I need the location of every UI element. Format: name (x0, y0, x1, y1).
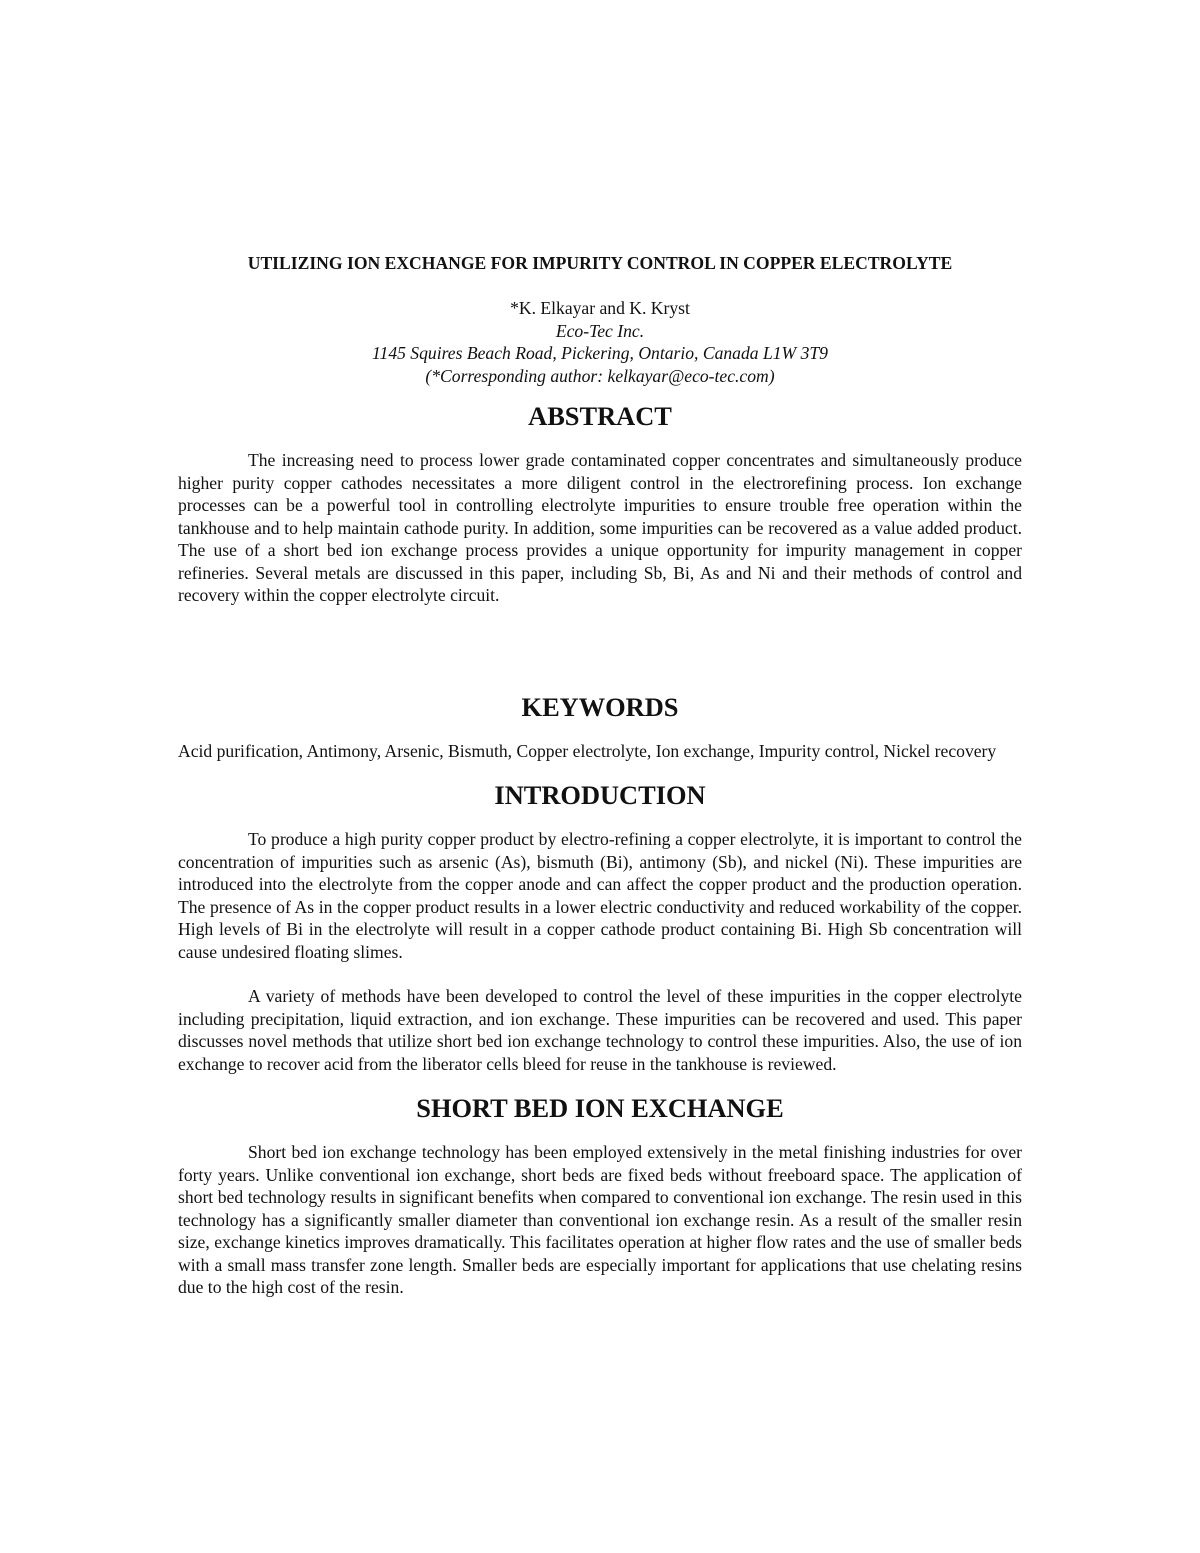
author-affiliation: Eco-Tec Inc. (555, 320, 645, 341)
author-address: 1145 Squires Beach Road, Pickering, Ontario, Canada L1W 3T9 (372, 343, 828, 363)
author-names: *K. Elkayar and K. Kryst (510, 298, 690, 318)
keywords-heading: KEYWORDS (521, 691, 679, 722)
author-block (178, 297, 1022, 387)
keywords-text: Acid purification, Antimony, Arsenic, Bismuth, Copper electrolyte, Ion exchange, Impurity control, Nickel recovery (178, 740, 997, 761)
corresponding-author: (*Corresponding author: kelkayar@eco-tec.com) (425, 365, 775, 386)
short-bed-heading: SHORT BED ION EXCHANGE (416, 1093, 784, 1123)
paper-title: UTILIZING ION EXCHANGE FOR IMPURITY CONTROL IN COPPER ELECTROLYTE (247, 253, 953, 273)
introduction-paragraph: To produce a high purity copper product by electro-refining a copper electrolyte, it is important to control the concentration of impurities such as arsenic (As), bismuth (Bi), antimony (Sb), and nickel (Ni). These impurities are introduced into the electrolyte from the copper anode and can affect the copper product and the production operation. The presence of As in the copper product results in a lower electric conductivity and reduced workability of the copper. High levels of Bi in the electrolyte will result in a copper cathode product containing Bi. High Sb concentration will cause undesired floating slimes. (178, 829, 1022, 962)
paper-page (178, 252, 1022, 1299)
introduction-paragraph: A variety of methods have been developed to control the level of these impurities in the copper electrolyte including precipitation, liquid extraction, and ion exchange. These impurities can be recovered and used. This paper discusses novel methods that utilize short bed ion exchange technology to control these impurities. Also, the use of ion exchange to recover acid from the liberator cells bleed for reuse in the tankhouse is reviewed. (178, 986, 1022, 1074)
abstract-heading: ABSTRACT (528, 401, 672, 431)
abstract-text: The increasing need to process lower grade contaminated copper concentrates and simultaneously produce higher purity copper cathodes necessitates a more diligent control in the electrorefining process. Ion exchange processes can be a powerful tool in controlling electrolyte impurities to ensure trouble free operation within the tankhouse and to help maintain cathode purity. In addition, some impurities can be recovered as a value added product. The use of a short bed ion exchange process provides a unique opportunity for impurity management in copper refineries. Several metals are discussed in this paper, including Sb, Bi, As and Ni and their methods of control and recovery within the copper electrolyte circuit. (178, 450, 1022, 605)
short-bed-paragraph: Short bed ion exchange technology has been employed extensively in the metal finishing industries for over forty years. Unlike conventional ion exchange, short beds are fixed beds without freeboard space. The application of short bed technology results in significant benefits when compared to conventional ion exchange. The resin used in this technology has a significantly smaller diameter than conventional ion exchange resin. As a result of the smaller resin size, exchange kinetics improves dramatically. This facilitates operation at higher flow rates and the use of smaller beds with a small mass transfer zone length. Smaller beds are especially important for applications that use chelating resins due to the high cost of the resin. (178, 1142, 1022, 1297)
introduction-heading: INTRODUCTION (494, 780, 706, 810)
